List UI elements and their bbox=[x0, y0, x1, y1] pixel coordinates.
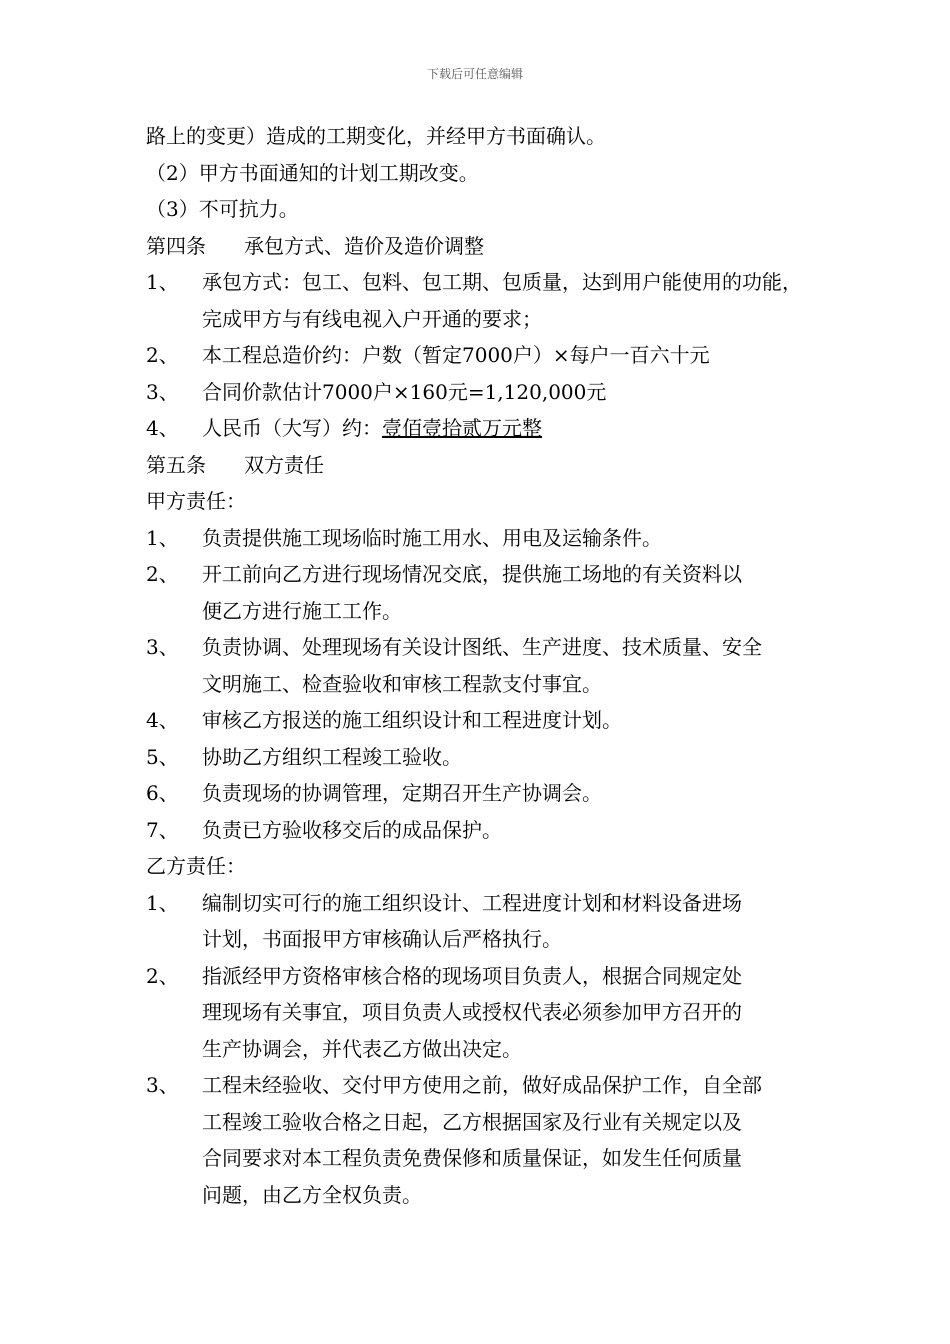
party-b-items bbox=[146, 885, 846, 1214]
list-item bbox=[146, 629, 846, 702]
item-text-line: 理现场有关事宜，项目负责人或授权代表必须参加甲方召开的 bbox=[202, 1000, 742, 1024]
list-item bbox=[146, 520, 846, 557]
item-number: 6、 bbox=[146, 781, 179, 805]
item-text-line: 便乙方进行施工工作。 bbox=[202, 598, 402, 623]
party-a-items bbox=[146, 520, 846, 849]
list-item bbox=[146, 374, 846, 411]
item-number: 1、 bbox=[146, 525, 179, 550]
party-a-title: 甲方责任： bbox=[146, 489, 246, 513]
item-text-line: 编制切实可行的施工组织设计、工程进度计划和材料设备进场 bbox=[202, 890, 742, 915]
article-4-items bbox=[146, 264, 846, 410]
list-item bbox=[146, 885, 846, 958]
item-number: 2、 bbox=[146, 963, 179, 988]
item-number: 4、 bbox=[146, 708, 179, 732]
amount-in-words: 壹佰壹拾贰万元整 bbox=[382, 416, 542, 440]
intro-line: （3）不可抗力。 bbox=[146, 197, 299, 221]
item-number: 3、 bbox=[146, 1073, 179, 1097]
list-item bbox=[146, 264, 846, 337]
item-text-line: 问题，由乙方全权负责。 bbox=[202, 1182, 422, 1207]
item-text-line: 承包方式：包工、包料、包工期、包质量，达到用户能使用的功能， bbox=[202, 270, 802, 294]
item-number: 3、 bbox=[146, 635, 179, 659]
item-text-line: 本工程总造价约：户数（暂定7000户）×每户一百六十元 bbox=[202, 343, 710, 367]
item-text-line: 生产协调会，并代表乙方做出决定。 bbox=[202, 1036, 522, 1061]
article-4-heading bbox=[146, 228, 846, 265]
item-number: 1、 bbox=[146, 890, 179, 915]
item-text-line: 协助乙方组织工程竣工验收。 bbox=[202, 744, 462, 769]
list-item bbox=[146, 775, 846, 812]
item-text-line: 文明施工、检查验收和审核工程款支付事宜。 bbox=[202, 671, 602, 696]
article-title: 双方责任 bbox=[244, 452, 324, 477]
list-item bbox=[146, 1067, 846, 1213]
list-item bbox=[146, 812, 846, 849]
item-text-line: 合同要求对本工程负责免费保修和质量保证，如发生任何质量 bbox=[202, 1146, 742, 1170]
item-text-line: 负责现场的协调管理，定期召开生产协调会。 bbox=[202, 781, 602, 805]
item-number: 1、 bbox=[146, 270, 179, 294]
item-text-line: 工程竣工验收合格之日起，乙方根据国家及行业有关规定以及 bbox=[202, 1109, 742, 1134]
item-number: 2、 bbox=[146, 343, 179, 367]
item-number: 3、 bbox=[146, 379, 179, 404]
article-5-heading bbox=[146, 447, 846, 484]
item-text-line: 合同价款估计7000户×160元=1,120,000元 bbox=[202, 379, 607, 404]
item-text-line: 负责提供施工现场临时施工用水、用电及运输条件。 bbox=[202, 525, 662, 550]
article-title: 承包方式、造价及造价调整 bbox=[244, 233, 484, 258]
article-number: 第五条 bbox=[146, 452, 206, 477]
item-number: 7、 bbox=[146, 817, 179, 842]
item-number: 4、 bbox=[146, 416, 179, 440]
amount-prefix: 人民币（大写）约： bbox=[202, 416, 382, 440]
item-text-line: 审核乙方报送的施工组织设计和工程进度计划。 bbox=[202, 708, 622, 732]
party-b-title: 乙方责任： bbox=[146, 854, 246, 878]
item-text-line: 负责协调、处理现场有关设计图纸、生产进度、技术质量、安全 bbox=[202, 635, 762, 659]
item-text-line: 指派经甲方资格审核合格的现场项目负责人，根据合同规定处 bbox=[202, 963, 742, 988]
article-number: 第四条 bbox=[146, 233, 206, 258]
list-item bbox=[146, 702, 846, 739]
page-header: 下载后可任意编辑 bbox=[426, 67, 523, 81]
item-text-line: 工程未经验收、交付甲方使用之前，做好成品保护工作，自全部 bbox=[202, 1073, 762, 1097]
item-text-line: 开工前向乙方进行现场情况交底，提供施工场地的有关资料以 bbox=[202, 562, 742, 586]
document-body bbox=[146, 118, 846, 1213]
list-item bbox=[146, 958, 846, 1068]
item-text-line: 负责已方验收移交后的成品保护。 bbox=[202, 817, 502, 842]
list-item bbox=[146, 410, 846, 447]
intro-line: （2）甲方书面通知的计划工期改变。 bbox=[146, 160, 479, 185]
list-item bbox=[146, 337, 846, 374]
list-item bbox=[146, 556, 846, 629]
list-item bbox=[146, 739, 846, 776]
item-text bbox=[202, 410, 846, 447]
intro-line: 路上的变更）造成的工期变化，并经甲方书面确认。 bbox=[146, 124, 606, 148]
item-text-line: 计划，书面报甲方审核确认后严格执行。 bbox=[202, 927, 562, 951]
item-number: 2、 bbox=[146, 562, 179, 586]
item-number: 5、 bbox=[146, 744, 179, 769]
item-text-line: 完成甲方与有线电视入户开通的要求； bbox=[202, 306, 542, 331]
